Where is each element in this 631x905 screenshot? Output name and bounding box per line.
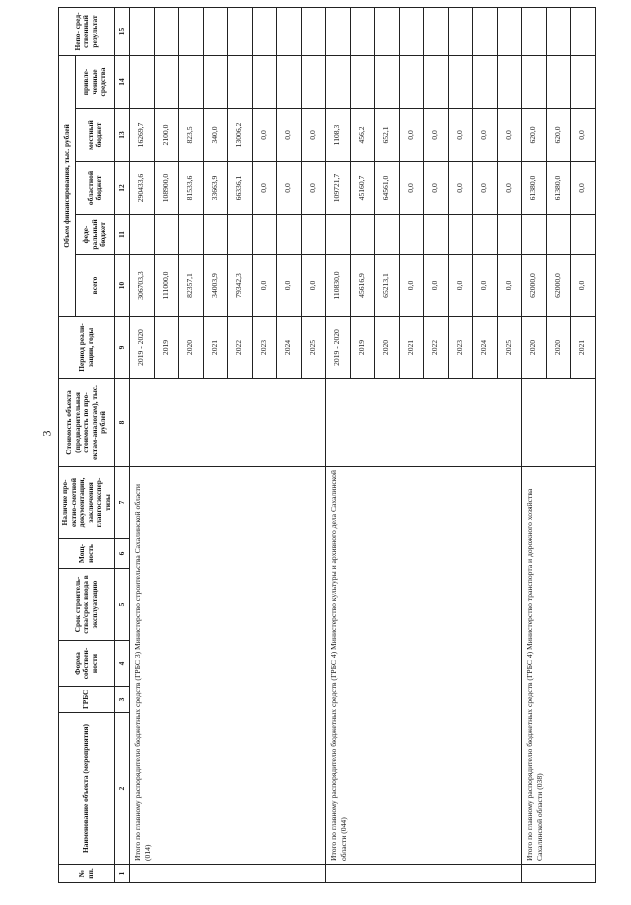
result-cell [326,7,351,55]
result-cell [375,7,400,55]
regional-cell: 66336,1 [228,162,253,215]
total-cell: 45616,9 [350,255,375,317]
col-number: 5 [115,569,130,641]
attracted-cell [130,55,155,108]
period-cell: 2024 [277,317,302,379]
local-cell: 0,0 [571,109,596,162]
total-cell: 0,0 [473,255,498,317]
result-cell [350,7,375,55]
total-cell: 62000,0 [522,255,547,317]
period-cell: 2025 [497,317,522,379]
local-cell: 456,2 [350,109,375,162]
total-cell: 0,0 [497,255,522,317]
federal-cell [473,215,498,255]
header-docs: Наличие про- ектно-сметной документации, заключения главгосэкспер- тизы [59,467,115,539]
regional-cell: 0,0 [424,162,449,215]
group-total-title: Итого по главному распорядителю бюджетных средств (ГРБС 4) Министерство культуры и архивного дела Сахалинской области (044) [326,467,522,865]
col-number: 15 [115,7,130,55]
budget-table [58,7,596,883]
local-cell: 2100,0 [154,109,179,162]
regional-cell: 0,0 [571,162,596,215]
header-total: всего [76,255,115,317]
period-cell: 2020 [522,317,547,379]
federal-cell [203,215,228,255]
federal-cell [522,215,547,255]
period-cell: 2020 [546,317,571,379]
local-cell: 0,0 [252,109,277,162]
header-capacity: Мощ- ность [59,539,115,569]
attracted-cell [399,55,424,108]
federal-cell [277,215,302,255]
regional-cell: 0,0 [301,162,326,215]
regional-cell: 290433,6 [130,162,155,215]
period-cell: 2023 [252,317,277,379]
header-ownership: Форма собствен- ности [59,641,115,687]
result-cell [179,7,204,55]
total-cell: 0,0 [252,255,277,317]
result-cell [252,7,277,55]
row-number-cell [130,865,326,883]
col-number: 14 [115,55,130,108]
col-number: 1 [115,865,130,883]
col-number: 10 [115,255,130,317]
regional-cell: 33663,9 [203,162,228,215]
result-cell [448,7,473,55]
local-cell: 0,0 [473,109,498,162]
total-cell: 34003,9 [203,255,228,317]
result-cell [301,7,326,55]
row-number-cell [326,865,522,883]
result-cell [154,7,179,55]
header-no: № пп. [59,865,115,883]
regional-cell: 61380,0 [546,162,571,215]
period-cell: 2019 [350,317,375,379]
local-cell: 0,0 [301,109,326,162]
federal-cell [326,215,351,255]
result-cell [571,7,596,55]
federal-cell [375,215,400,255]
period-cell: 2021 [399,317,424,379]
attracted-cell [326,55,351,108]
page-number: 3 [39,430,54,437]
col-number: 9 [115,317,130,379]
attracted-cell [497,55,522,108]
local-cell: 823,5 [179,109,204,162]
attracted-cell [448,55,473,108]
local-cell: 0,0 [448,109,473,162]
budget-table-sheet [58,8,623,883]
header-local: местный бюджет [76,109,115,162]
total-cell: 0,0 [277,255,302,317]
group-total-title: Итого по главному распорядителю бюджетных средств (ГРБС 4) Министерство транспорта и дорожного хозяйства Сахалинской области (038) [522,467,596,865]
federal-cell [571,215,596,255]
regional-cell: 0,0 [448,162,473,215]
federal-cell [179,215,204,255]
header-object-name: Наименование объекта (мероприятия) [59,713,115,865]
local-cell: 1108,3 [326,109,351,162]
result-cell [473,7,498,55]
total-cell: 110830,0 [326,255,351,317]
regional-cell: 0,0 [497,162,522,215]
header-cost: Стоимость объекта (предварительная стоимость по про- ектам-аналогам), тыс. рублей [59,379,115,467]
period-cell: 2019 [154,317,179,379]
period-cell: 2022 [228,317,253,379]
local-cell: 0,0 [277,109,302,162]
local-cell: 652,1 [375,109,400,162]
table-row [326,7,351,882]
group-total-title: Итого по главному распорядителю бюджетных средств (ГРБС 3) Министерство строительства Сахалинской области (014) [130,467,326,865]
attracted-cell [546,55,571,108]
attracted-cell [350,55,375,108]
object-cost-cell [326,379,522,467]
regional-cell: 0,0 [277,162,302,215]
header-attracted: привле- ченные средства [76,55,115,108]
local-cell: 0,0 [399,109,424,162]
result-cell [228,7,253,55]
period-cell: 2021 [203,317,228,379]
period-cell: 2021 [571,317,596,379]
result-cell [130,7,155,55]
attracted-cell [375,55,400,108]
col-number: 11 [115,215,130,255]
local-cell: 620,0 [522,109,547,162]
local-cell: 13006,2 [228,109,253,162]
federal-cell [252,215,277,255]
col-number: 12 [115,162,130,215]
local-cell: 16269,7 [130,109,155,162]
regional-cell: 81533,6 [179,162,204,215]
attracted-cell [277,55,302,108]
federal-cell [130,215,155,255]
object-cost-cell [522,379,596,467]
period-cell: 2019 - 2020 [130,317,155,379]
total-cell: 0,0 [301,255,326,317]
local-cell: 340,0 [203,109,228,162]
total-cell: 0,0 [571,255,596,317]
result-cell [424,7,449,55]
result-cell [277,7,302,55]
table-body [130,7,596,882]
total-cell: 79342,3 [228,255,253,317]
result-cell [399,7,424,55]
col-number: 3 [115,687,130,713]
period-cell: 2020 [375,317,400,379]
header-funding: Объем финансирования, тыс. рублей [59,55,76,316]
col-number: 8 [115,379,130,467]
local-cell: 0,0 [424,109,449,162]
total-cell: 111000,0 [154,255,179,317]
header-result: Непо- сред- ственный результат [59,7,115,55]
col-number: 6 [115,539,130,569]
regional-cell: 61380,0 [522,162,547,215]
period-cell: 2022 [424,317,449,379]
federal-cell [301,215,326,255]
row-number-cell [522,865,596,883]
federal-cell [399,215,424,255]
federal-cell [448,215,473,255]
attracted-cell [252,55,277,108]
local-cell: 0,0 [497,109,522,162]
total-cell: 0,0 [448,255,473,317]
header-federal: феде- ральный бюджет [76,215,115,255]
regional-cell: 0,0 [252,162,277,215]
col-number: 13 [115,109,130,162]
period-cell: 2019 - 2020 [326,317,351,379]
table-row [130,7,155,882]
period-cell: 2025 [301,317,326,379]
header-term: Срок строитель- ства/срок ввода в эксплуатацию [59,569,115,641]
col-number: 4 [115,641,130,687]
period-cell: 2020 [179,317,204,379]
local-cell: 620,0 [546,109,571,162]
col-number: 7 [115,467,130,539]
federal-cell [497,215,522,255]
result-cell [203,7,228,55]
attracted-cell [301,55,326,108]
table-row [522,7,547,882]
federal-cell [424,215,449,255]
header-period: Период реали- зации, годы [59,317,115,379]
total-cell: 306703,3 [130,255,155,317]
period-cell: 2024 [473,317,498,379]
attracted-cell [154,55,179,108]
result-cell [497,7,522,55]
attracted-cell [179,55,204,108]
total-cell: 62000,0 [546,255,571,317]
attracted-cell [522,55,547,108]
total-cell: 65213,1 [375,255,400,317]
regional-cell: 109721,7 [326,162,351,215]
attracted-cell [203,55,228,108]
total-cell: 0,0 [399,255,424,317]
total-cell: 0,0 [424,255,449,317]
attracted-cell [473,55,498,108]
regional-cell: 0,0 [399,162,424,215]
federal-cell [154,215,179,255]
regional-cell: 108900,0 [154,162,179,215]
attracted-cell [228,55,253,108]
regional-cell: 64561,0 [375,162,400,215]
col-number: 2 [115,713,130,865]
total-cell: 82357,1 [179,255,204,317]
federal-cell [546,215,571,255]
header-regional: областной бюджет [76,162,115,215]
header-grbs: ГРБС [59,687,115,713]
period-cell: 2023 [448,317,473,379]
federal-cell [228,215,253,255]
regional-cell: 0,0 [473,162,498,215]
regional-cell: 45160,7 [350,162,375,215]
result-cell [546,7,571,55]
attracted-cell [571,55,596,108]
object-cost-cell [130,379,326,467]
result-cell [522,7,547,55]
federal-cell [350,215,375,255]
attracted-cell [424,55,449,108]
